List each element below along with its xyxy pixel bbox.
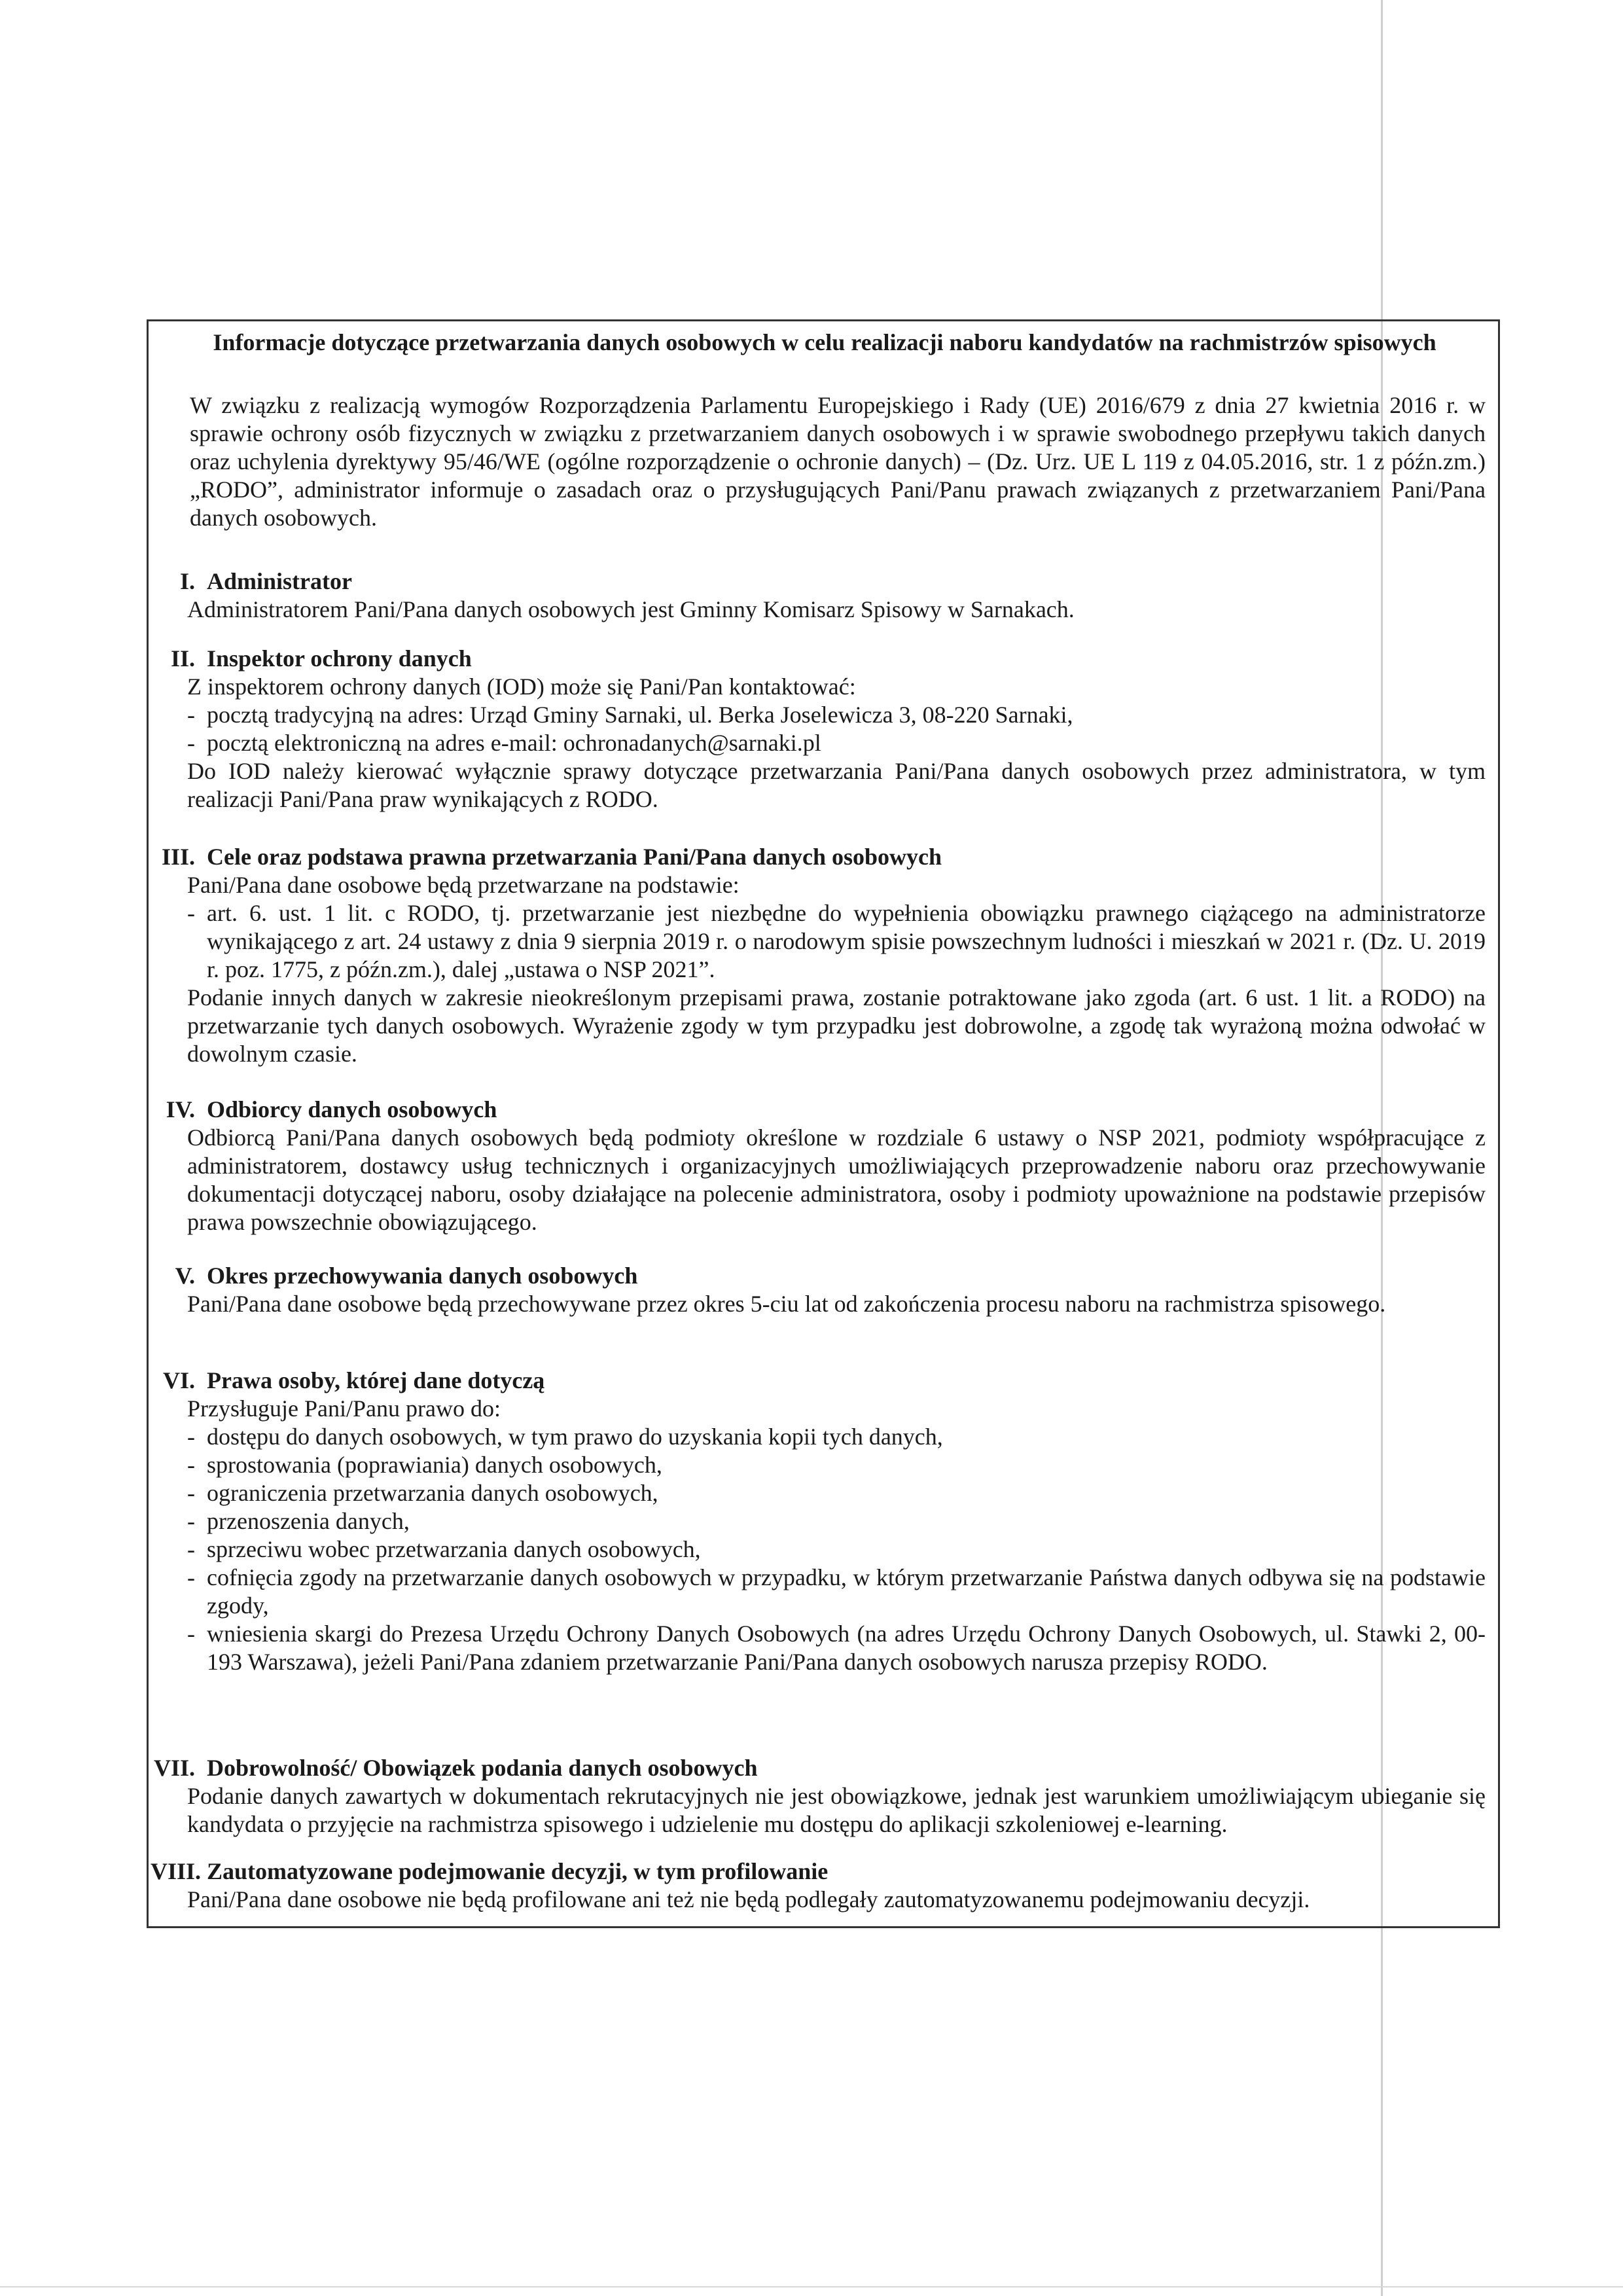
section-heading: Zautomatyzowane podejmowanie decyzji, w tym profilowanie <box>207 1858 829 1884</box>
section-heading: Dobrowolność/ Obowiązek podania danych osobowych <box>207 1755 758 1781</box>
section-data-subject-rights <box>151 1367 1486 1676</box>
section-automated-decisions <box>151 1857 1486 1914</box>
section-number: IV. <box>166 1096 195 1122</box>
section-paragraph: Pani/Pana dane osobowe będą przechowywane przez okres 5-ciu lat od zakończenia procesu naboru na rachmistrza spisowego. <box>187 1291 1386 1317</box>
list-item: - wniesienia skargi do Prezesa Urzędu Ochrony Danych Osobowych (na adres Urzędu Ochrony Danych Osobowych, ul. Stawki 2, 00-193 Warszawa), jeżeli Pani/Pana zdaniem przetwarzanie Pani/Pana danych osobowych narusza przepisy RODO. <box>187 1620 1486 1676</box>
section-paragraph: Pani/Pana dane osobowe nie będą profilowane ani też nie będą podlegały zautomatyzowanemu podejmowaniu decyzji. <box>187 1886 1310 1912</box>
section-paragraph: Przysługuje Pani/Panu prawo do: <box>187 1395 501 1422</box>
section-paragraph: Podanie innych danych w zakresie nieokreślonym przepisami prawa, zostanie potraktowane jako zgoda (art. 6 ust. 1 lit. a RODO) na przetwarzanie tych danych osobowych. Wyrażenie zgody w tym przypadku jest dobrowolne, a zgodę tak wyrażoną można odwołać w dowolnym czasie. <box>187 984 1486 1067</box>
section-heading: Prawa osoby, której dane dotyczą <box>207 1367 545 1393</box>
section-administrator <box>151 567 1486 624</box>
list-item: - art. 6. ust. 1 lit. c RODO, tj. przetwarzanie jest niezbędne do wypełnienia obowiązku prawnego ciążącego na administratorze wynikającego z art. 24 ustawy z dnia 9 sierpnia 2019 r. o narodowym spisie powszechnym ludności i mieszkań w 2021 r. (Dz. U. 2019 r. poz. 1775, z późn.zm.), dalej „ustawa o NSP 2021”. <box>187 899 1486 984</box>
section-voluntary-provision <box>151 1754 1486 1839</box>
section-heading: Odbiorcy danych osobowych <box>207 1096 497 1122</box>
rights-list <box>187 1423 1486 1676</box>
list-item: - pocztą tradycyjną na adres: Urząd Gminy Sarnaki, ul. Berka Joselewicza 3, 08-220 Sarnaki, <box>187 701 1486 729</box>
section-heading: Administrator <box>207 568 352 594</box>
section-heading: Cele oraz podstawa prawna przetwarzania Pani/Pana danych osobowych <box>207 844 942 870</box>
list-item: - sprostowania (poprawiania) danych osobowych, <box>187 1451 1486 1479</box>
list-item: - cofnięcia zgody na przetwarzanie danych osobowych w przypadku, w którym przetwarzanie Państwa danych odbywa się na podstawie zgody, <box>187 1564 1486 1620</box>
section-recipients <box>151 1096 1486 1236</box>
section-paragraph: Z inspektorem ochrony danych (IOD) może się Pani/Pan kontaktować: <box>187 673 856 700</box>
section-number: VI. <box>162 1367 195 1393</box>
list-item: - sprzeciwu wobec przetwarzania danych osobowych, <box>187 1535 1486 1564</box>
legal-basis-list <box>187 899 1486 984</box>
intro-paragraph: W związku z realizacją wymogów Rozporządzenia Parlamentu Europejskiego i Rady (UE) 2016/679 z dnia 27 kwietnia 2016 r. w sprawie ochrony osób fizycznych w związku z przetwarzaniem danych osobowych i w sprawie swobodnego przepływu takich danych oraz uchylenia dyrektywy 95/46/WE (ogólne rozporządzenie o ochronie danych) – (Dz. Urz. UE L 119 z 04.05.2016, str. 1 z późn.zm.) „RODO”, administrator informuje o zasadach oraz o przysługujących Pani/Panu prawach związanych z przetwarzaniem Pani/Pana danych osobowych. <box>190 392 1486 531</box>
section-paragraph: Do IOD należy kierować wyłącznie sprawy dotyczące przetwarzania Pani/Pana danych osobowych przez administratora, w tym realizacji Pani/Pana praw wynikających z RODO. <box>187 758 1486 812</box>
section-number: III. <box>161 844 195 870</box>
list-item: - dostępu do danych osobowych, w tym prawo do uzyskania kopii tych danych, <box>187 1423 1486 1451</box>
list-item: - przenoszenia danych, <box>187 1507 1486 1535</box>
section-heading: Okres przechowywania danych osobowych <box>207 1263 638 1289</box>
list-item: - ograniczenia przetwarzania danych osobowych, <box>187 1479 1486 1507</box>
section-number: VIII. <box>151 1858 202 1884</box>
section-number: I. <box>179 568 195 594</box>
list-item: - pocztą elektroniczną na adres e-mail: ochronadanych@sarnaki.pl <box>187 729 1486 757</box>
section-paragraph: Administratorem Pani/Pana danych osobowych jest Gminny Komisarz Spisowy w Sarnakach. <box>187 596 1075 622</box>
section-purposes-legal-basis <box>151 843 1486 1068</box>
section-heading: Inspektor ochrony danych <box>207 645 472 672</box>
section-retention-period <box>151 1262 1486 1318</box>
section-number: VII. <box>153 1755 195 1781</box>
section-paragraph: Podanie danych zawartych w dokumentach rekrutacyjnych nie jest obowiązkowe, jednak jest warunkiem umożliwiającym ubieganie się kandydata o przyjęcie na rachmistrza spisowego i udzielenie mu dostępu do aplikacji szkoleniowej e-learning. <box>187 1783 1486 1837</box>
section-data-protection-officer <box>151 645 1486 814</box>
section-paragraph: Odbiorcą Pani/Pana danych osobowych będą podmioty określone w rozdziale 6 ustawy o NSP 2021, podmioty współpracujące z administratorem, dostawcy usług technicznych i organizacyjnych umożliwiających przeprowadzenie naboru oraz przechowywanie dokumentacji dotyczącej naboru, osoby działające na polecenie administratora, osoby i podmioty upoważnione na podstawie przepisów prawa powszechnie obowiązującego. <box>187 1124 1486 1235</box>
section-number: II. <box>170 645 195 672</box>
section-paragraph: Pani/Pana dane osobowe będą przetwarzane na podstawie: <box>187 872 740 898</box>
scan-artifact-horizontal-line <box>0 2286 1623 2287</box>
document-title: Informacje dotyczące przetwarzania danych osobowych w celu realizacji naboru kandydatów na rachmistrzów spisowych <box>213 329 1436 355</box>
contact-list <box>187 701 1486 757</box>
section-number: V. <box>175 1263 195 1289</box>
